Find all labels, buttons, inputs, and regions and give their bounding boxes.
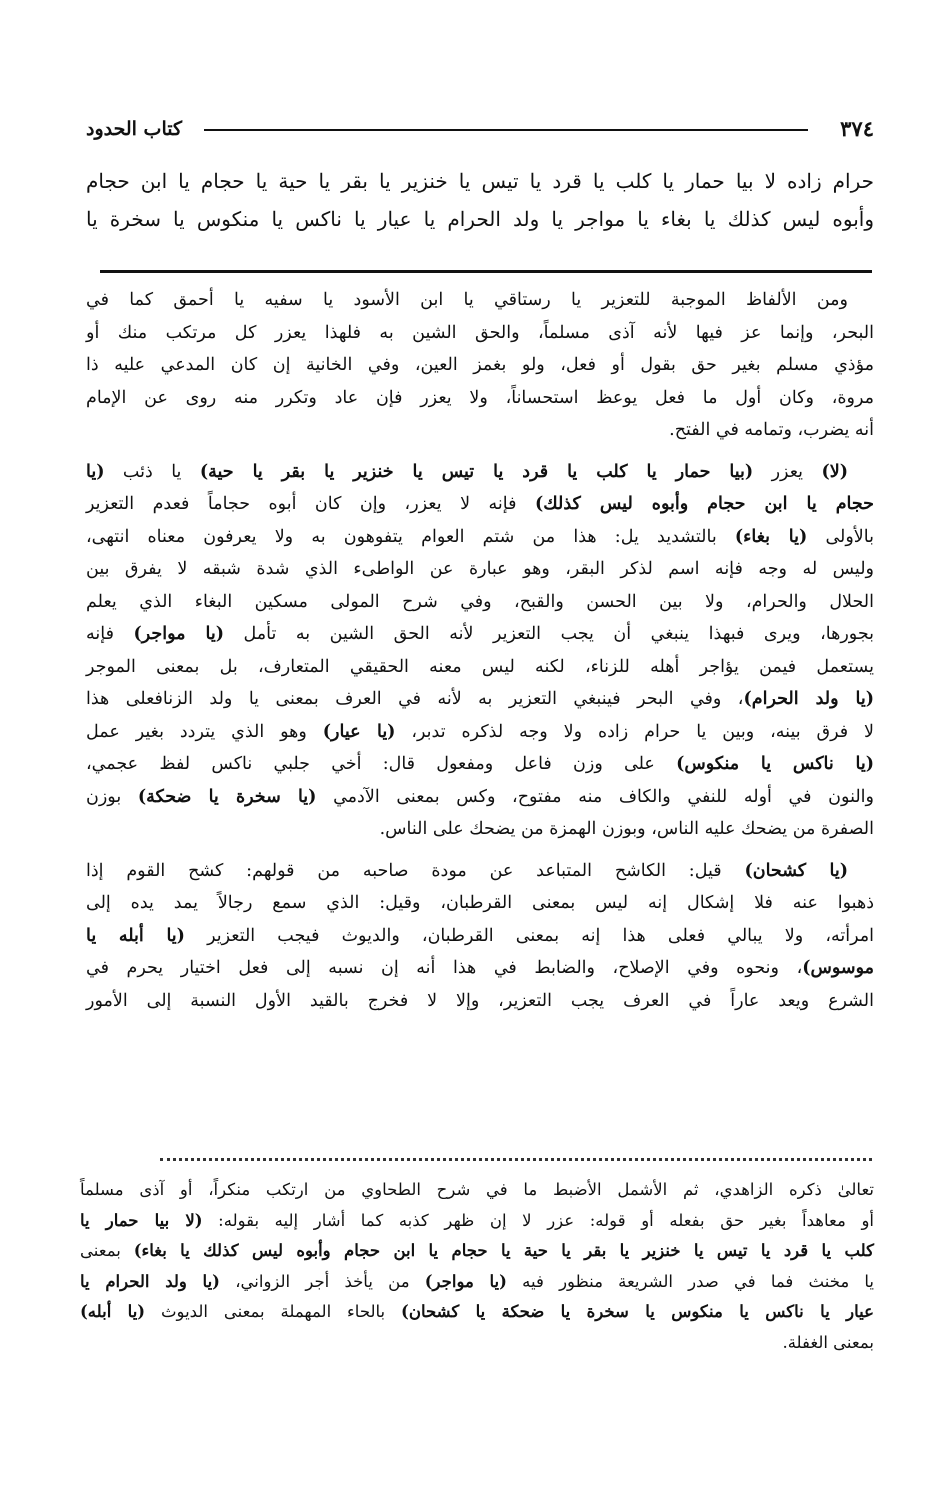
- commentary-text: بجورها، ويرى فبهذا ينبغي أن يجب التعزير لأنه الحق الشين به تأمل: [224, 624, 874, 644]
- footnote-text: يا مخنث فما في صدر الشريعة منظور فيه: [506, 1271, 875, 1291]
- commentary-line: [86, 488, 874, 521]
- matn-quote: (يا كشحان): [744, 860, 848, 881]
- commentary-paragraph: [86, 855, 874, 1018]
- commentary-line: الشرع ويعد عاراً في العرف يجب التعزير، وإلا لا فخرج بالقيد الأول النسبة إلى الأمور: [86, 990, 874, 1011]
- commentary-text: بالأولى: [807, 526, 874, 547]
- commentary-line: [86, 781, 874, 814]
- commentary-line: الحلال والحرام، ولا بين الحسن والقبح، وفي شرح المولى مسكين البغاء الذي يعلم: [86, 591, 874, 612]
- matn-quote: كلب يا قرد يا تيس يا خنزير يا بقر يا حية يا حجام يا ابن حجام وأبوه ليس كذلك يا بغاء): [133, 1241, 875, 1260]
- matn-quote: (بيا حمار يا كلب يا قرد يا تيس يا خنزير يا بقر يا حية): [199, 461, 754, 482]
- running-header: [86, 114, 874, 144]
- main-text: [86, 162, 874, 238]
- commentary-text: ، وفي البحر فينبغي التعزير به لأنه في العرف بمعنى يا ولد الزنافعلى هذا: [86, 689, 744, 709]
- commentary-line: [86, 920, 874, 953]
- matn-quote: حجام يا ابن حجام وأبوه ليس كذلك): [534, 494, 874, 514]
- matn-quote: (يا عيار): [322, 721, 396, 742]
- matn-quote: (يا: [86, 461, 105, 482]
- commentary-line: وليس له وجه فإنه اسم لذكر البقر، وهو عبارة عن الواطىء الذي شدة شبقه لا يفرق بين: [86, 559, 874, 579]
- matn-quote: (يا ولد الحرام يا: [80, 1271, 220, 1291]
- book-title: كتاب الحدود: [86, 118, 183, 140]
- commentary-line: [86, 716, 874, 749]
- commentary-text: على وزن فاعل ومفعول قال: أخي جلبي ناكس لفظ عجمي،: [86, 754, 677, 774]
- commentary-line: ومن الألفاظ الموجبة للتعزير يا رستاقي يا ابن الأسود يا سفيه يا أحمق كما في: [86, 290, 848, 310]
- commentary-text: يعزر: [753, 461, 822, 482]
- commentary-line: [86, 456, 874, 489]
- matn-quote: (يا ولد الحرام): [743, 689, 874, 709]
- commentary-line: [86, 618, 874, 651]
- matn-quote: (لا): [821, 461, 848, 482]
- footnote-line: [80, 1236, 874, 1267]
- matn-quote: (يا بغاء): [734, 526, 808, 547]
- footnote-line: [80, 1267, 874, 1298]
- commentary-line: [86, 521, 874, 554]
- commentary-line: البحر، وإنما عز فيها لأنه آذى مسلماً، والحق الشين به فلهذا يعزر كل مرتكب منك أو: [86, 322, 874, 343]
- commentary-text: بوزن: [86, 786, 138, 807]
- commentary-line: الصفرة من يضحك عليه الناس، وبوزن الهمزة من يضحك على الناس.: [379, 819, 874, 839]
- matn-quote: (لا بيا حمار يا: [80, 1210, 203, 1230]
- matn-line: وأبوه ليس كذلك يا بغاء يا مواجر يا ولد الحرام يا عيار يا ناكس يا منكوس يا سخرة يا: [86, 207, 874, 231]
- commentary-text: ، ونحوه وفي الإصلاح، والضابط في هذا أنه إن نسبه إلى فعل اختيار يحرم في: [86, 958, 803, 978]
- footnote-separator: [160, 1158, 872, 1161]
- commentary-line: يستعمل فيمن يؤاجر أهله للزناء، لكنه ليس معنه الحقيقي المتعارف، بل بمعنى الموجر: [86, 656, 874, 677]
- matn-quote: (يا أبله): [80, 1302, 146, 1321]
- matn-line: حرام زاده لا بيا حمار يا كلب يا قرد يا تيس يا خنزير يا بقر يا حية يا حجام يا ابن حجام: [86, 169, 874, 193]
- matn-quote: (يا مواجر): [424, 1271, 507, 1291]
- commentary-text: يا ذئب: [104, 461, 200, 482]
- matn-quote: عيار يا ناكس يا منكوس يا سخرة يا ضحكة يا كشحان): [401, 1302, 874, 1321]
- main-text-separator: [100, 270, 872, 273]
- commentary-paragraph: [86, 284, 874, 447]
- matn-quote: (يا ناكس يا منكوس): [676, 754, 874, 774]
- commentary-text: فإنه: [86, 624, 134, 644]
- footnote-line: [80, 1297, 874, 1328]
- footnote-text: بالحاء المهملة بمعنى الديوث: [145, 1302, 402, 1321]
- matn-quote: موسوس): [802, 958, 874, 978]
- footnote-line: [80, 1206, 874, 1237]
- commentary-text: وهو الذي يتردد بغير عمل: [86, 721, 323, 742]
- commentary-text: قيل: الكاشح المتباعد عن مودة صاحبه من قولهم: كشح القوم إذا: [86, 860, 745, 881]
- commentary-text: فإنه لا يعزر، وإن كان أبوه حجاماً فعدم التعزير: [86, 494, 535, 514]
- commentary-line: مؤذي مسلم بغير حق بقول أو فعل، ولو بغمز العين، وفي الخانية إن كان المدعي عليه ذا: [86, 355, 874, 375]
- commentary: [86, 284, 874, 1026]
- commentary-line: [86, 748, 874, 781]
- commentary-line: مروة، وكان أول ما فعل يوعظ استحساناً، ولا يعزر فإن عاد وتكرر منه روى عن الإمام: [86, 387, 874, 408]
- footnote-line: بمعنى الغفلة.: [782, 1332, 874, 1352]
- matn-quote: (يا مواجر): [133, 624, 225, 644]
- commentary-line: [86, 683, 874, 716]
- commentary-text: لا فرق بينه، وبين يا حرام زاده ولا وجه لذكره تدبر،: [395, 721, 874, 742]
- commentary-text: والنون في أوله للنفي والكاف منه مفتوح، وكس بمعنى الآدمي: [316, 786, 874, 807]
- matn-quote: (يا أبله يا: [86, 925, 185, 946]
- footnote-text: بمعنى: [80, 1241, 134, 1260]
- footnote-block: [80, 1175, 874, 1358]
- matn-quote: (يا سخرة يا ضحكة): [137, 786, 317, 807]
- commentary-line: أنه يضرب، وتمامه في الفتح.: [669, 420, 874, 440]
- header-rule: [204, 129, 808, 131]
- footnote-text: من يأخذ أجر الزواني،: [220, 1271, 425, 1291]
- commentary-text: بالتشديد يل: هذا من شتم العوام يتفوهون به ولا يعرفون معناه انتهى،: [86, 526, 735, 547]
- commentary-line: ذهبوا عنه فلا إشكال إنه ليس بمعنى القرطبان، وقيل: الذي سمع رجالاً يمد يده إلى: [86, 893, 874, 913]
- commentary-paragraph: [86, 456, 874, 846]
- commentary-line: [86, 952, 874, 985]
- footnote-line: تعالىٰ ذكره الزاهدي، ثم الأشمل الأضبط ما في شرح الطحاوي من ارتكب منكراً، أو آذى مسلماً: [80, 1180, 874, 1199]
- footnote-text: أو معاهداً بغير حق بفعله أو قوله: عزر لا إن ظهر كذبه كما أشار إليه بقوله:: [202, 1210, 874, 1230]
- page-number: ٣٧٤: [840, 116, 874, 141]
- commentary-text: امرأته، ولا يبالي فعلى هذا إنه بمعنى القرطبان، والديوث فيجب التعزير: [184, 925, 874, 946]
- commentary-line: [86, 855, 874, 888]
